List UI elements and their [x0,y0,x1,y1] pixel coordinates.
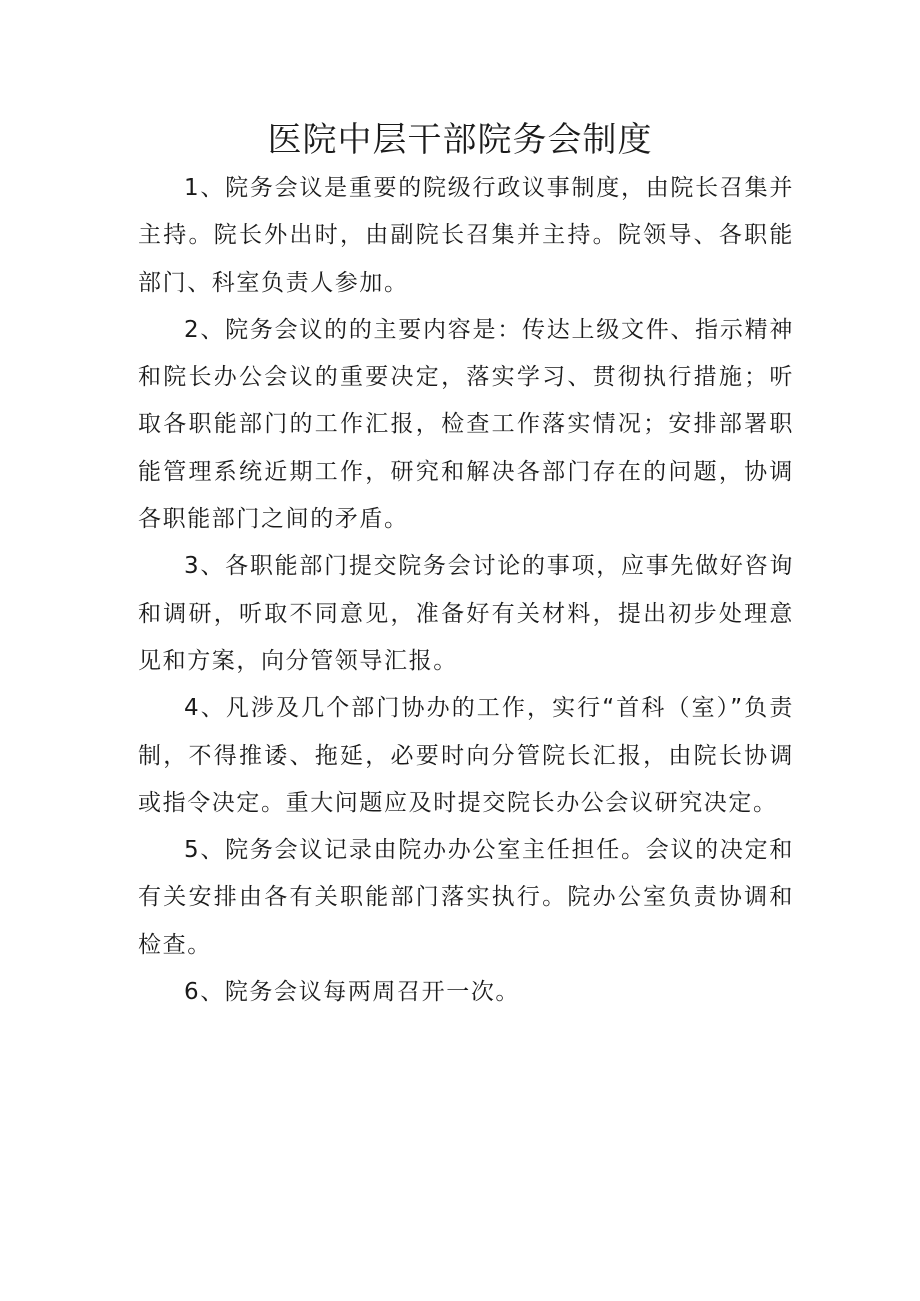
paragraph-2: 2、院务会议的的主要内容是：传达上级文件、指示精神和院长办公会议的重要决定，落实学习、贯彻执行措施；听取各职能部门的工作汇报，检查工作落实情况；安排部署职能管理系统近期工作，研究和解决各部门存在的问题，协调各职能部门之间的矛盾。 [138,316,794,533]
document-title: 医院中层干部院务会制度 [267,120,653,160]
paragraph-6: 6、院务会议每两周召开一次。 [184,979,521,1006]
paragraph-1: 1、院务会议是重要的院级行政议事制度，由院长召集并主持。院长外出时，由副院长召集并主持。院领导、各职能部门、科室负责人参加。 [138,175,794,296]
document-body [138,165,794,1016]
paragraph-3: 3、各职能部门提交院务会讨论的事项，应事先做好咨询和调研，听取不同意见，准备好有关材料，提出初步处理意见和方案，向分管领导汇报。 [138,553,794,674]
paragraph-5: 5、院务会议记录由院办办公室主任担任。会议的决定和有关安排由各有关职能部门落实执行。院办公室负责协调和检查。 [138,837,794,958]
paragraph-4: 4、凡涉及几个部门协办的工作，实行“首科（室）”负责制，不得推诿、拖延，必要时向分管院长汇报，由院长协调或指令决定。重大问题应及时提交院长办公会议研究决定。 [138,695,794,816]
